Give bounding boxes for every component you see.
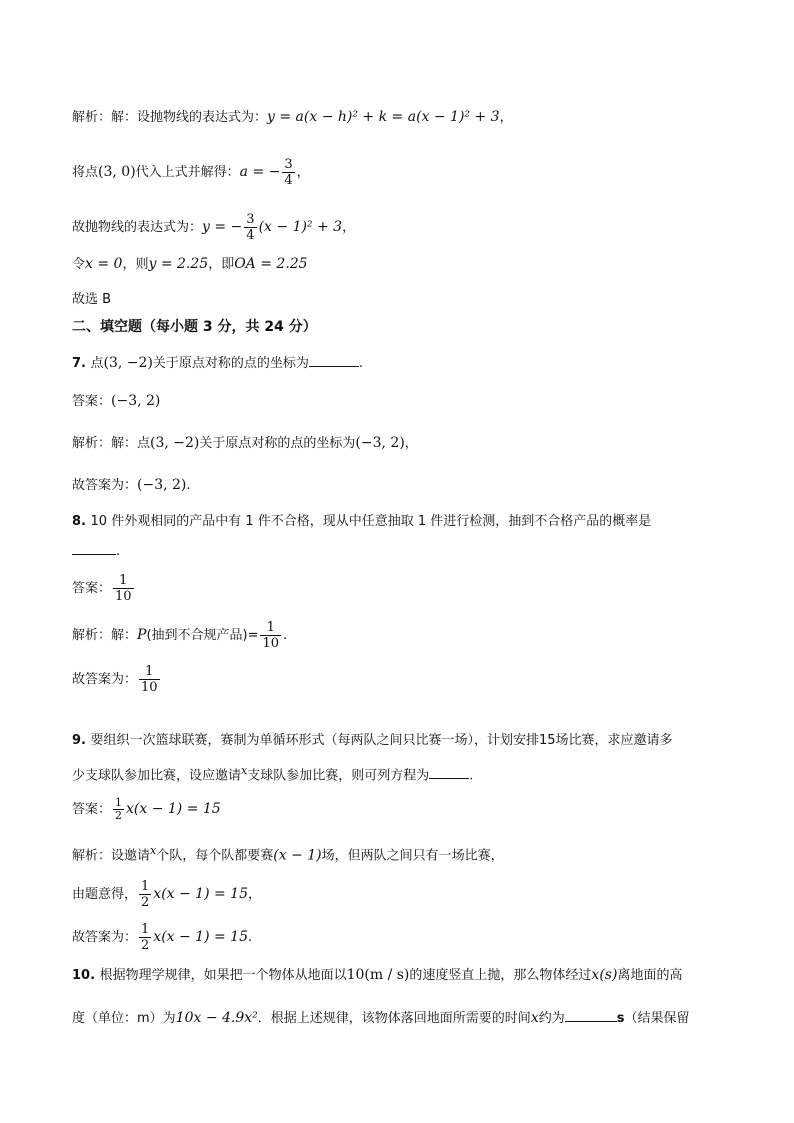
punct: . [469,768,474,784]
q9-answer-line [72,797,221,822]
numerator: 1 [119,573,128,588]
q9-final-line [72,922,252,953]
q9-line1 [72,732,673,750]
q9-byquestion-line [72,879,261,910]
punct: ， [296,165,310,180]
prev-result-line [72,212,355,243]
analysis-text: 关于原点对称的点的坐标为 [199,436,356,451]
prev-choose-line [72,291,111,309]
unit: s [616,1011,625,1026]
fraction [113,797,124,822]
point: (3, 0) [98,164,136,180]
result-lhs: y = − [202,219,243,235]
fraction [113,573,134,604]
fraction [139,879,151,910]
question-text: 点 [90,356,104,371]
question-text: 关于原点对称的点的坐标为 [152,356,309,371]
punct: . [186,478,191,493]
answer-label: 答案： [72,581,112,596]
punct: . [116,544,121,559]
fraction [139,664,160,695]
equation: x(x − 1) = 15 [153,929,248,945]
analysis-text: 解析：解：点 [72,436,151,451]
q8-blank-line [72,540,120,561]
substitute-text: 将点 [72,165,99,180]
q9-line2 [72,762,473,785]
equation: x(x − 1) = 15 [126,801,221,817]
punct: ， [248,887,262,902]
denominator: 10 [115,589,132,604]
var-x: x [150,844,157,857]
question-text: ．根据上述规律，该物体落回地面所需要的时间 [257,1011,531,1026]
let-text: ，即 [208,257,235,272]
choose-answer: 故选 B [72,292,112,307]
numerator: 1 [141,922,150,937]
question-number: 7. [72,356,91,371]
time-var: x(s) [591,967,618,983]
denominator: 10 [141,680,158,695]
numerator: 1 [115,796,123,809]
punct: ， [342,220,356,235]
y-value: y = 2.25 [148,256,209,272]
prev-analysis-line [72,108,513,127]
answer-value: (−3, 2) [111,393,161,409]
q8-final-line [72,664,162,695]
fraction [139,922,151,953]
q8-line [72,513,651,531]
analysis-text: 解析：解： [72,628,138,643]
substitute-text: 代入上式并解得： [135,165,240,180]
punct: ， [499,110,513,125]
question-number: 10. [72,968,100,983]
expression: (x − 1) [273,847,322,864]
height-expression: 10x − 4.9x² [175,1010,258,1026]
q8-answer-line [72,573,136,604]
q7-line [72,352,363,373]
result-point: (−3, 2) [355,435,405,451]
prev-let-line [72,255,308,274]
denominator: 10 [262,636,280,651]
result-text: 故抛物线的表达式为： [72,220,203,235]
x-zero: x = 0 [85,256,123,272]
numerator: 1 [141,879,150,894]
result-rhs: (x − 1)² + 3 [258,219,343,235]
analysis-text: 个队，每个队都要赛 [156,848,274,864]
speed-value: 10(m / s) [346,967,410,983]
final-label: 故答案为： [72,672,138,687]
q10-line2 [72,1007,690,1028]
probability-symbol: P [137,627,147,643]
question-text: 离地面的高 [617,968,683,983]
oa-value: OA = 2.25 [234,256,308,272]
final-label: 故答案为： [72,478,138,493]
punct: . [358,356,364,371]
parabola-formula: y = a(x − h)² + k = a(x − 1)² + 3 [267,109,500,125]
punct: . [283,628,288,643]
fraction [260,620,281,651]
point: (3, −2) [150,435,200,451]
question-number: 8. [72,514,91,529]
prev-substitute-line [72,157,310,188]
denominator: 4 [284,173,293,188]
q7-analysis-line [72,434,418,453]
question-number: 9. [72,733,91,748]
analysis-text: (抽到不合规产品)= [146,628,259,643]
analysis-text: 解析：解：设抛物线的表达式为： [72,110,268,125]
a-value: a = − [239,164,281,180]
answer-label: 答案： [72,802,112,817]
numerator: 1 [266,620,275,635]
question-text: 度（单位：m）为 [72,1011,176,1026]
answer-blank [309,352,359,367]
denominator: 2 [115,809,123,822]
question-text: 根据物理学规律，如果把一个物体从地面以 [99,968,347,983]
question-text: 支球队参加比赛，则可列方程为 [247,768,430,784]
fraction [282,157,294,188]
section-title: 二、填空题（每小题 3 分，共 24 分） [72,319,317,335]
question-text: （结果保留 [624,1011,690,1026]
punct: . [248,930,253,945]
question-text: 10 件外观相同的产品中有 1 件不合格，现从中任意抽取 1 件进行检测，抽到不合格产品的概率是 [90,514,652,529]
analysis-text: 由题意得， [72,887,138,902]
numerator: 1 [145,664,154,679]
numerator: 3 [246,212,255,227]
var-x: x [530,1010,539,1026]
equation: x(x − 1) = 15 [153,886,248,902]
q9-analysis-line [72,842,504,865]
point: (3, −2) [103,355,153,371]
let-text: ，则 [122,257,149,272]
question-text: 少支球队参加比赛，设应邀请 [72,768,242,784]
fraction [244,212,256,243]
denominator: 2 [141,895,150,910]
question-text: 约为 [538,1011,565,1026]
q7-answer-line [72,392,160,411]
denominator: 4 [246,228,255,243]
punct: ， [404,436,418,451]
answer-label: 答案： [72,394,112,409]
answer-blank [72,540,116,555]
analysis-text: 解析：设邀请 [72,848,151,864]
q10-line1 [72,966,682,985]
denominator: 2 [141,938,150,953]
analysis-text: 场，但两队之间只有一场比赛， [321,848,504,864]
answer-blank [565,1007,617,1022]
numerator: 3 [284,157,293,172]
q8-analysis-line [72,620,287,651]
var-x: x [241,764,248,777]
section-heading [72,318,317,336]
answer-blank [429,764,469,779]
final-label: 故答案为： [72,930,138,945]
question-text: 的速度竖直上抛，那么物体经过 [409,968,592,983]
let-text: 令 [72,257,86,272]
question-text: 要组织一次篮球联赛，赛制为单循环形式（每两队之间只比赛一场），计划安排15场比赛，求应邀请多 [90,733,673,748]
final-answer: (−3, 2) [137,477,187,493]
q7-final-line [72,476,191,495]
